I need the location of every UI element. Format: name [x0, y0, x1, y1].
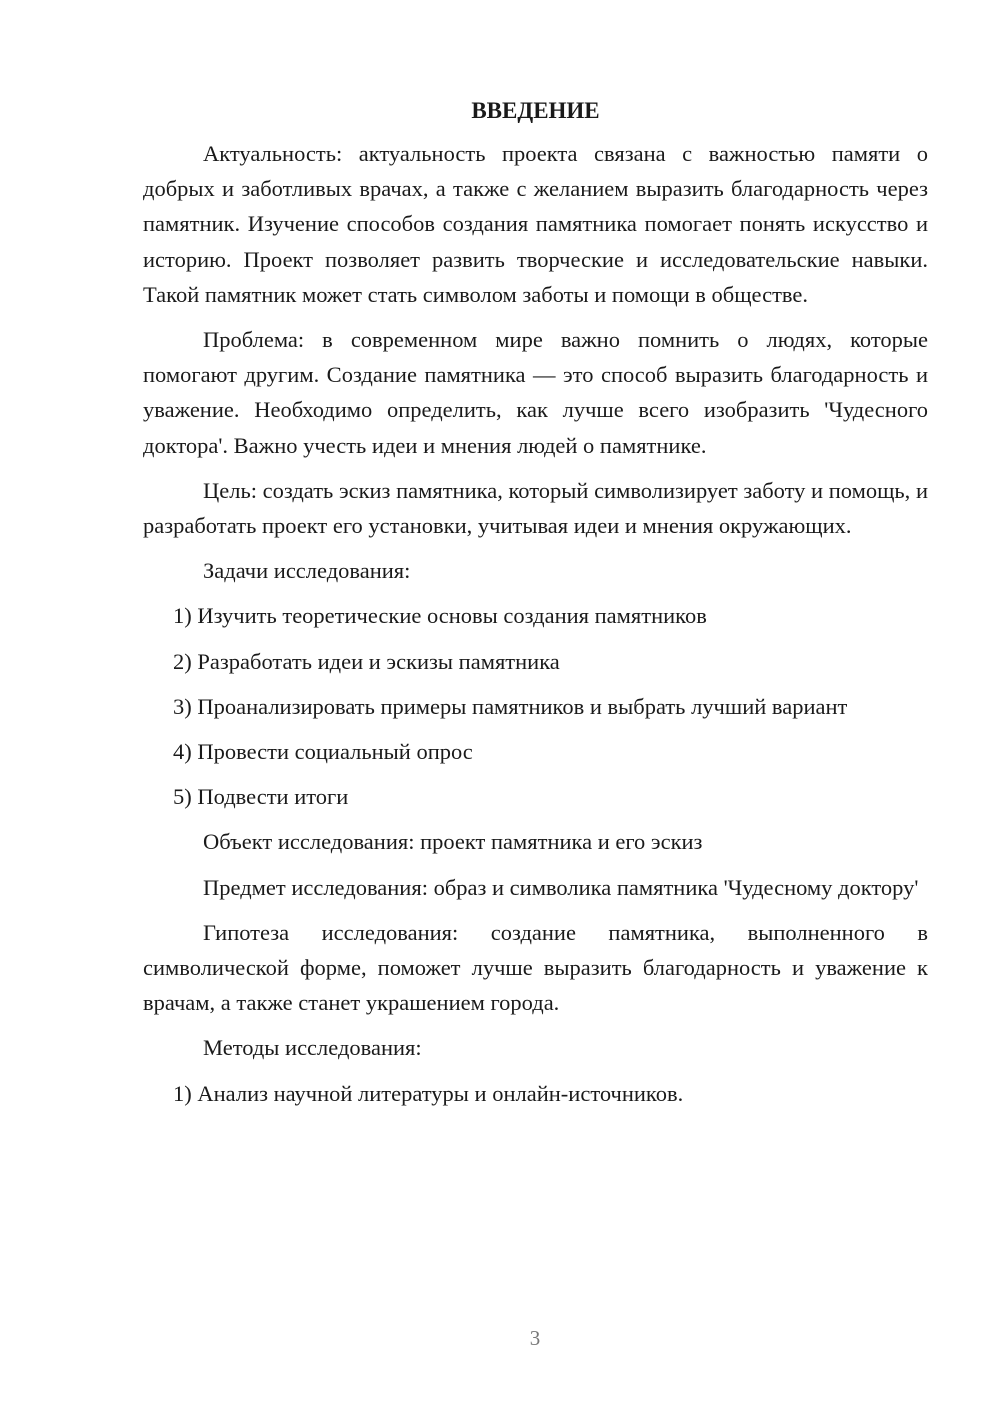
methods-heading: Методы исследования: — [203, 1035, 422, 1061]
research-hypothesis: Гипотеза исследования: создание памятника, выполненного в символической форме, поможет лучше выразить благодарность и уважение к врачам, а также станет украшением города. — [143, 919, 928, 1016]
paragraph-problem: Проблема: в современном мире важно помнить о людях, которые помогают другим. Создание памятника — это способ выразить благодарность и уважение. Необходимо определить, как лучше всего изобразить 'Чудесного доктора'. Важно учесть идеи и мнения людей о памятнике. — [143, 327, 928, 458]
task-item: 4) Провести социальный опрос — [173, 739, 473, 765]
paragraph-relevance: Актуальность: актуальность проекта связана с важностью памяти о добрых и заботливых врачах, а также с желанием выразить благодарность через памятник. Изучение способов создания памятника помогает понять искусство и историю. Проект позволяет развить творческие и исследовательские навыки. Такой памятник может стать символом заботы и помощи в обществе. — [143, 141, 928, 307]
task-item: 3) Проанализировать примеры памятников и выбрать лучший вариант — [173, 693, 848, 719]
page-number: 3 — [529, 1326, 541, 1350]
research-subject: Предмет исследования: образ и символика памятника 'Чудесному доктору' — [203, 874, 919, 900]
page-content — [143, 93, 928, 1121]
method-item: 1) Анализ научной литературы и онлайн-источников. — [173, 1080, 684, 1106]
task-item: 5) Подвести итоги — [173, 784, 349, 810]
tasks-heading: Задачи исследования: — [203, 558, 411, 584]
task-item: 2) Разработать идеи и эскизы памятника — [173, 648, 560, 674]
paragraph-goal: Цель: создать эскиз памятника, который символизирует заботу и помощь, и разработать проект его установки, учитывая идеи и мнения окружающих. — [143, 477, 928, 539]
section-title: ВВЕДЕНИЕ — [471, 98, 600, 123]
task-item: 1) Изучить теоретические основы создания памятников — [173, 603, 707, 629]
research-object: Объект исследования: проект памятника и его эскиз — [203, 829, 703, 855]
